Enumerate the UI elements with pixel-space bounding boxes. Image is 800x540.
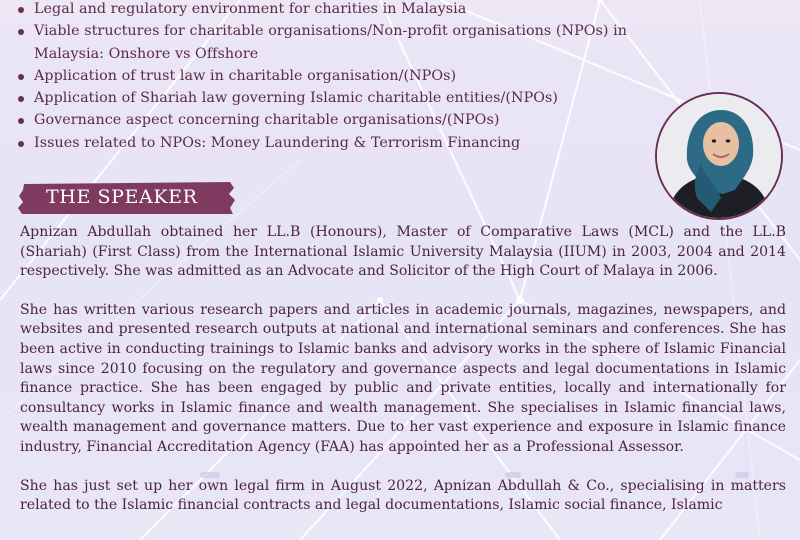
speaker-bio: [20, 223, 786, 535]
topic-item: Governance aspect concerning charitable organisations/(NPOs): [16, 109, 656, 131]
topic-item: Viable structures for charitable organisations/Non-profit organisations (NPOs) in Malaysia: Onshore vs Offshore: [16, 20, 656, 65]
speaker-avatar-icon: [657, 94, 781, 218]
topic-item: Application of Shariah law governing Islamic charitable entities/(NPOs): [16, 87, 656, 109]
bio-paragraph: Apnizan Abdullah obtained her LL.B (Honours), Master of Comparative Laws (MCL) and the LL.B (Shariah) (First Class) from the International Islamic University Malaysia (IIUM) in 2003, 2004 and 2014 respectively. She was admitted as an Advocate and Solicitor of the High Court of Malaya in 2006.: [20, 224, 786, 280]
topic-item: Legal and regulatory environment for charities in Malaysia: [16, 0, 656, 20]
topic-item: Application of trust law in charitable organisation/(NPOs): [16, 65, 656, 87]
topic-item: Issues related to NPOs: Money Laundering & Terrorism Financing: [16, 132, 656, 154]
bio-paragraph: She has just set up her own legal firm in August 2022, Apnizan Abdullah & Co., specialising in matters related to the Islamic financial contracts and legal documentations, Islamic social finance, Islamic: [20, 477, 786, 514]
speaker-heading-banner: [18, 180, 236, 216]
speaker-photo: [655, 92, 783, 220]
speaker-heading: THE SPEAKER: [46, 186, 198, 208]
topics-list: [16, 0, 656, 154]
bio-paragraph: She has written various research papers and articles in academic journals, magazines, newspapers, and websites and presented research outputs at national and international seminars and conferences. She has been active in conducting trainings to Islamic banks and advisory works in the sphere of Islamic Financial laws since 2010 focusing on the regulatory and governance aspects and legal documentations in Islamic finance practice. She has been engaged by public and private entities, locally and internationally for consultancy works in Islamic finance and wealth management. She specialises in Islamic financial laws, wealth management and governance matters. Due to her vast experience and exposure in Islamic finance industry, Financial Accreditation Agency (FAA) has appointed her as a Professional Assessor.: [20, 301, 786, 455]
